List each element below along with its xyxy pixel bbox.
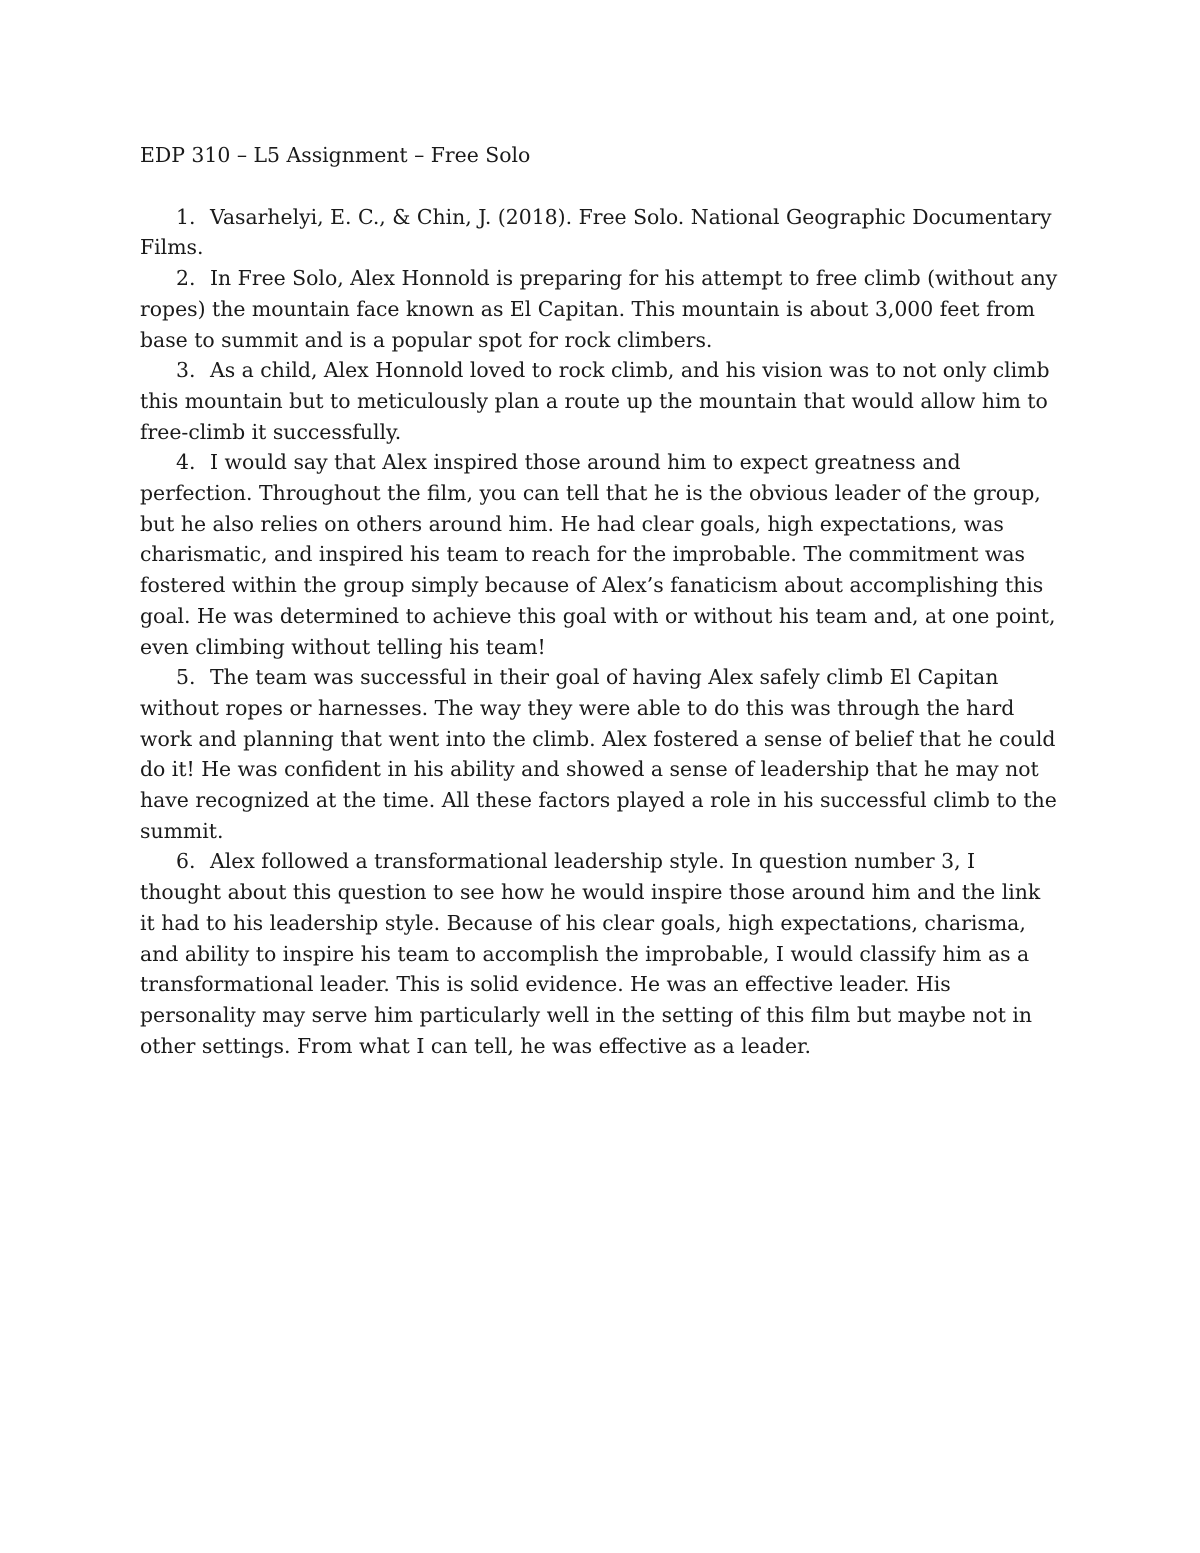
- list-item-text: As a child, Alex Honnold loved to rock climb, and his vision was to not only climb this mountain but to meticulously plan a route up the mountain that would allow him to free-climb it successfully.: [140, 358, 1050, 444]
- numbered-list: [140, 202, 1060, 1062]
- list-number: 3.: [176, 358, 196, 383]
- list-item-text: Vasarhelyi, E. C., & Chin, J. (2018). Free Solo. National Geographic Documentary Films.: [140, 204, 1052, 260]
- list-number: 6.: [176, 849, 196, 874]
- list-item-text: In Free Solo, Alex Honnold is preparing for his attempt to free climb (without any ropes) the mountain face known as El Capitan. This mountain is about 3,000 feet from base to summit and is a popular spot for rock climbers.: [140, 266, 1058, 352]
- list-item-5: [140, 662, 1060, 846]
- list-number: 5.: [176, 665, 196, 690]
- list-number: 4.: [176, 450, 196, 475]
- list-item-text: I would say that Alex inspired those around him to expect greatness and perfection. Throughout the film, you can tell that he is the obvious leader of the group, but he also relies on others around him. He had clear goals, high expectations, was charismatic, and inspired his team to reach for the improbable. The commitment was fostered within the group simply because of Alex’s fanaticism about accomplishing this goal. He was determined to achieve this goal with or without his team and, at one point, even climbing without telling his team!: [140, 450, 1056, 659]
- list-item-6: [140, 846, 1060, 1061]
- list-number: 2.: [176, 266, 196, 291]
- document-body: [140, 140, 1060, 1061]
- list-item-1: [140, 202, 1060, 263]
- list-number: 1.: [176, 204, 196, 229]
- list-item-3: [140, 355, 1060, 447]
- list-item-4: [140, 447, 1060, 662]
- list-item-2: [140, 263, 1060, 355]
- document-title: EDP 310 – L5 Assignment – Free Solo: [140, 143, 531, 167]
- list-item-text: The team was successful in their goal of having Alex safely climb El Capitan without ropes or harnesses. The way they were able to do this was through the hard work and planning that went into the climb. Alex fostered a sense of belief that he could do it! He was confident in his ability and showed a sense of leadership that he may not have recognized at the time. All these factors played a role in his successful climb to the summit.: [140, 665, 1057, 843]
- list-item-text: Alex followed a transformational leadership style. In question number 3, I thought about this question to see how he would inspire those around him and the link it had to his leadership style. Because of his clear goals, high expectations, charisma, and ability to inspire his team to accomplish the improbable, I would classify him as a transformational leader. This is solid evidence. He was an effective leader. His personality may serve him particularly well in the setting of this film but maybe not in other settings. From what I can tell, he was effective as a leader.: [140, 849, 1041, 1058]
